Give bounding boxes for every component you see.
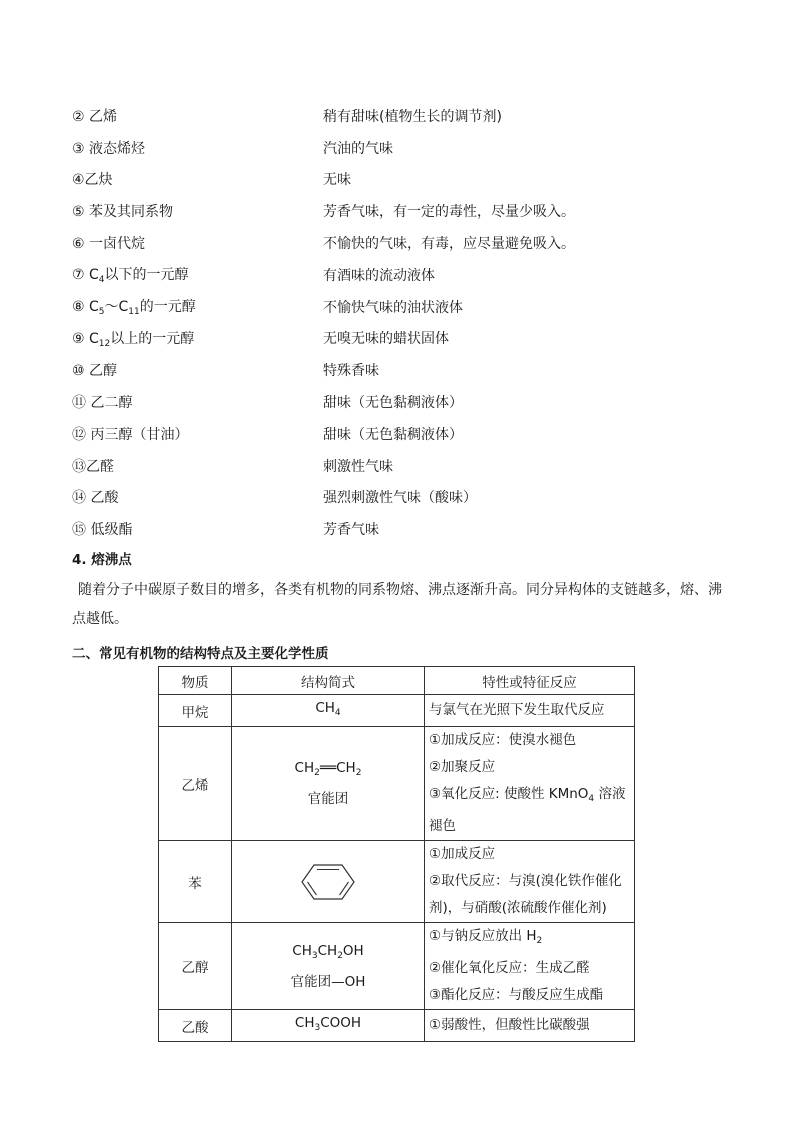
odor-description: 特殊香味 (323, 363, 379, 380)
odor-description: 有酒味的流动液体 (323, 267, 435, 284)
substance-cell: 乙烯 (159, 727, 232, 841)
table-row (159, 695, 635, 727)
odor-description: 不愉快气味的油状液体 (323, 299, 463, 316)
list-item (72, 386, 732, 418)
list-item (72, 100, 732, 132)
table-header-row (159, 667, 635, 695)
odor-description: 甜味（无色黏稠液体） (323, 426, 463, 443)
substance-cell: 乙酸 (159, 1010, 232, 1042)
features-cell: ①加成反应 ②取代反应：与溴(溴化铁作催化 剂)，与硝酸(浓硫酸作催化剂) (425, 841, 635, 923)
substance-name: ⑦ $C_4$以下的一元醇 (72, 267, 189, 286)
formula-cell: $CH_2══CH_2$ 官能团 (232, 727, 425, 841)
odor-description: 稍有甜味(植物生长的调节剂) (323, 108, 502, 125)
substance-name: ⑪ 乙二醇 (72, 395, 133, 412)
boiling-point-paragraph: 随着分子中碳原子数目的增多，各类有机物的同系物熔、沸点逐渐升高。同分异构体的支链越多，熔、沸点越低。 (72, 582, 722, 627)
list-item (72, 418, 732, 450)
features-cell: ①弱酸性，但酸性比碳酸强 (425, 1010, 635, 1042)
list-item (72, 164, 732, 196)
organic-properties-table (158, 666, 635, 1042)
section-heading-boiling-point: 4. 熔沸点 (72, 552, 132, 568)
list-item (72, 323, 732, 355)
substance-name: ⑧ $C_5\sim C_{11}$的一元醇 (72, 299, 196, 318)
table-row (159, 727, 635, 841)
features-cell: 与氯气在光照下发生取代反应 (425, 695, 635, 727)
list-item (72, 450, 732, 482)
list-item (72, 354, 732, 386)
odor-description: 汽油的气味 (323, 140, 393, 157)
substance-name: ④乙炔 (72, 172, 113, 189)
odor-description: 强烈刺激性气味（酸味） (323, 490, 477, 507)
substance-name: ⑤ 苯及其同系物 (72, 204, 174, 221)
features-cell: ①与钠反应放出 $H_2$ ②催化氧化反应：生成乙醛 ③酯化反应：与酸反应生成酯 (425, 923, 635, 1010)
odor-description: 甜味（无色黏稠液体） (323, 395, 463, 412)
formula-cell: $CH_3CH_2OH$ 官能团—OH (232, 923, 425, 1010)
features-cell: ①加成反应：使溴水褪色 ②加聚反应 ③氧化反应: 使酸性 KMnO$_4$ 溶液 褪色 (425, 727, 635, 841)
table-row (159, 1010, 635, 1042)
formula-cell: $CH_4$ (232, 695, 425, 727)
substance-name: ⑨ $C_{12}$以上的一元醇 (72, 330, 195, 349)
odor-list (72, 100, 732, 545)
column-header: 特性或特征反应 (425, 667, 635, 695)
odor-description: 不愉快的气味，有毒，应尽量避免吸入。 (323, 236, 575, 253)
substance-name: ⑮ 低级酯 (72, 522, 133, 539)
formula-cell: $CH_3COOH$ (232, 1010, 425, 1042)
substance-name: ② 乙烯 (72, 108, 118, 125)
odor-description: 无味 (323, 172, 351, 189)
substance-name: ③ 液态烯烃 (72, 140, 146, 157)
formula-cell (232, 841, 425, 923)
list-item (72, 132, 732, 164)
benzene-ring-icon (300, 863, 356, 901)
substance-name: ⑥ 一卤代烷 (72, 236, 146, 253)
substance-cell: 苯 (159, 841, 232, 923)
list-item (72, 513, 732, 545)
substance-name: ⑬乙醛 (72, 458, 114, 475)
substance-cell: 甲烷 (159, 695, 232, 727)
substance-cell: 乙醇 (159, 923, 232, 1010)
odor-description: 芳香气味，有一定的毒性，尽量少吸入。 (323, 204, 575, 221)
table-row (159, 923, 635, 1010)
list-item (72, 291, 732, 323)
odor-description: 刺激性气味 (323, 458, 393, 475)
substance-name: ⑩ 乙醇 (72, 363, 118, 380)
list-item (72, 482, 732, 514)
odor-description: 芳香气味 (323, 522, 379, 539)
substance-name: ⑭ 乙酸 (72, 490, 119, 507)
list-item (72, 195, 732, 227)
section-heading-structures: 二、常见有机物的结构特点及主要化学性质 (72, 646, 329, 662)
substance-name: ⑫ 丙三醇（甘油） (72, 426, 189, 443)
list-item (72, 227, 732, 259)
odor-description: 无嗅无味的蜡状固体 (323, 331, 449, 348)
column-header: 结构简式 (232, 667, 425, 695)
list-item (72, 259, 732, 291)
column-header: 物质 (159, 667, 232, 695)
table-row (159, 841, 635, 923)
